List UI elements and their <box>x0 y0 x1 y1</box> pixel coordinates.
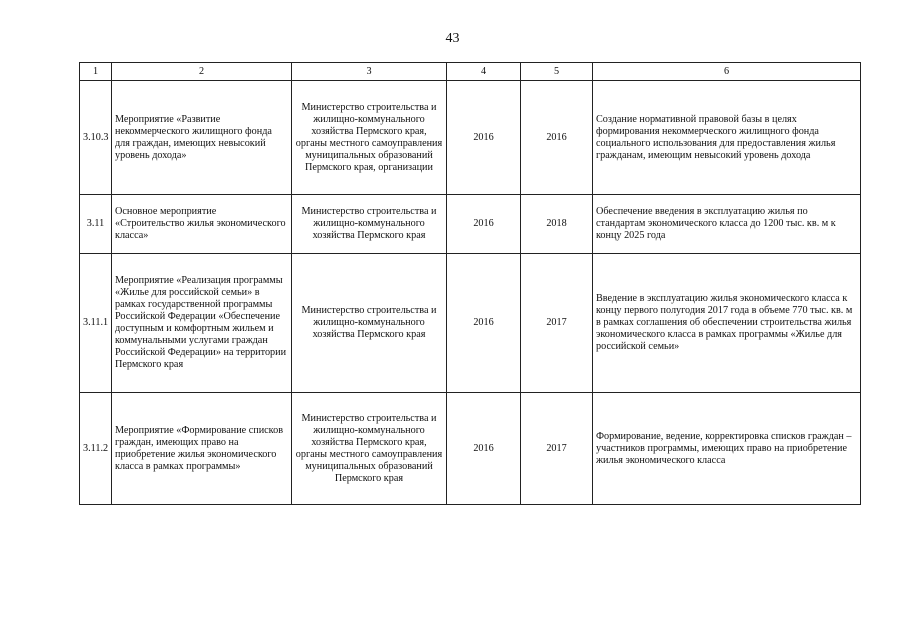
measure-name: Основное мероприятие «Строительство жилья экономического класса» <box>112 195 292 254</box>
end-year: 2017 <box>521 254 593 393</box>
header-cell-2: 2 <box>112 63 292 81</box>
expected-result: Создание нормативной правовой базы в целях формирования некоммерческого жилищного фонда социального использования для предоставления жилья гражданам, имеющим невысокий уровень дохода <box>593 81 861 195</box>
header-cell-6: 6 <box>593 63 861 81</box>
row-number: 3.11.1 <box>80 254 112 393</box>
expected-result: Введение в эксплуатацию жилья экономического класса к концу первого полугодия 2017 года в объеме 770 тыс. кв. м в рамках соглашения об обеспечении строительства жилья экономического класса в рамках программы «Жилье для российской семьи» <box>593 254 861 393</box>
measures-table <box>79 62 861 505</box>
header-cell-3: 3 <box>292 63 447 81</box>
table-row <box>80 254 861 393</box>
header-cell-4: 4 <box>447 63 521 81</box>
table-row <box>80 393 861 505</box>
row-number: 3.10.3 <box>80 81 112 195</box>
row-number: 3.11.2 <box>80 393 112 505</box>
start-year: 2016 <box>447 254 521 393</box>
expected-result: Обеспечение введения в эксплуатацию жилья по стандартам экономического класса до 1200 тыс. кв. м к концу 2025 года <box>593 195 861 254</box>
end-year: 2016 <box>521 81 593 195</box>
executor: Министерство строительства и жилищно-коммунального хозяйства Пермского края <box>292 254 447 393</box>
executor: Министерство строительства и жилищно-коммунального хозяйства Пермского края, органы местного самоуправления муниципальных образований Пермского края, организации <box>292 81 447 195</box>
start-year: 2016 <box>447 195 521 254</box>
table-header-row <box>80 63 861 81</box>
table-row <box>80 195 861 254</box>
row-number: 3.11 <box>80 195 112 254</box>
measure-name: Мероприятие «Формирование списков граждан, имеющих право на приобретение жилья экономического класса в рамках программы» <box>112 393 292 505</box>
table-row <box>80 81 861 195</box>
start-year: 2016 <box>447 393 521 505</box>
start-year: 2016 <box>447 81 521 195</box>
page-number: 43 <box>445 31 460 46</box>
executor: Министерство строительства и жилищно-коммунального хозяйства Пермского края <box>292 195 447 254</box>
expected-result: Формирование, ведение, корректировка списков граждан – участников программы, имеющих право на приобретение жилья экономического класса <box>593 393 861 505</box>
measure-name: Мероприятие «Развитие некоммерческого жилищного фонда для граждан, имеющих невысокий уровень дохода» <box>112 81 292 195</box>
measure-name: Мероприятие «Реализация программы «Жилье для российской семьи» в рамках государственной программы Российской Федерации «Обеспечение доступным и комфортным жильем и коммунальными услугами граждан Российской Федерации» на территории Пермского края <box>112 254 292 393</box>
end-year: 2018 <box>521 195 593 254</box>
end-year: 2017 <box>521 393 593 505</box>
header-cell-1: 1 <box>80 63 112 81</box>
header-cell-5: 5 <box>521 63 593 81</box>
executor: Министерство строительства и жилищно-коммунального хозяйства Пермского края, органы местного самоуправления муниципальных образований Пермского края <box>292 393 447 505</box>
